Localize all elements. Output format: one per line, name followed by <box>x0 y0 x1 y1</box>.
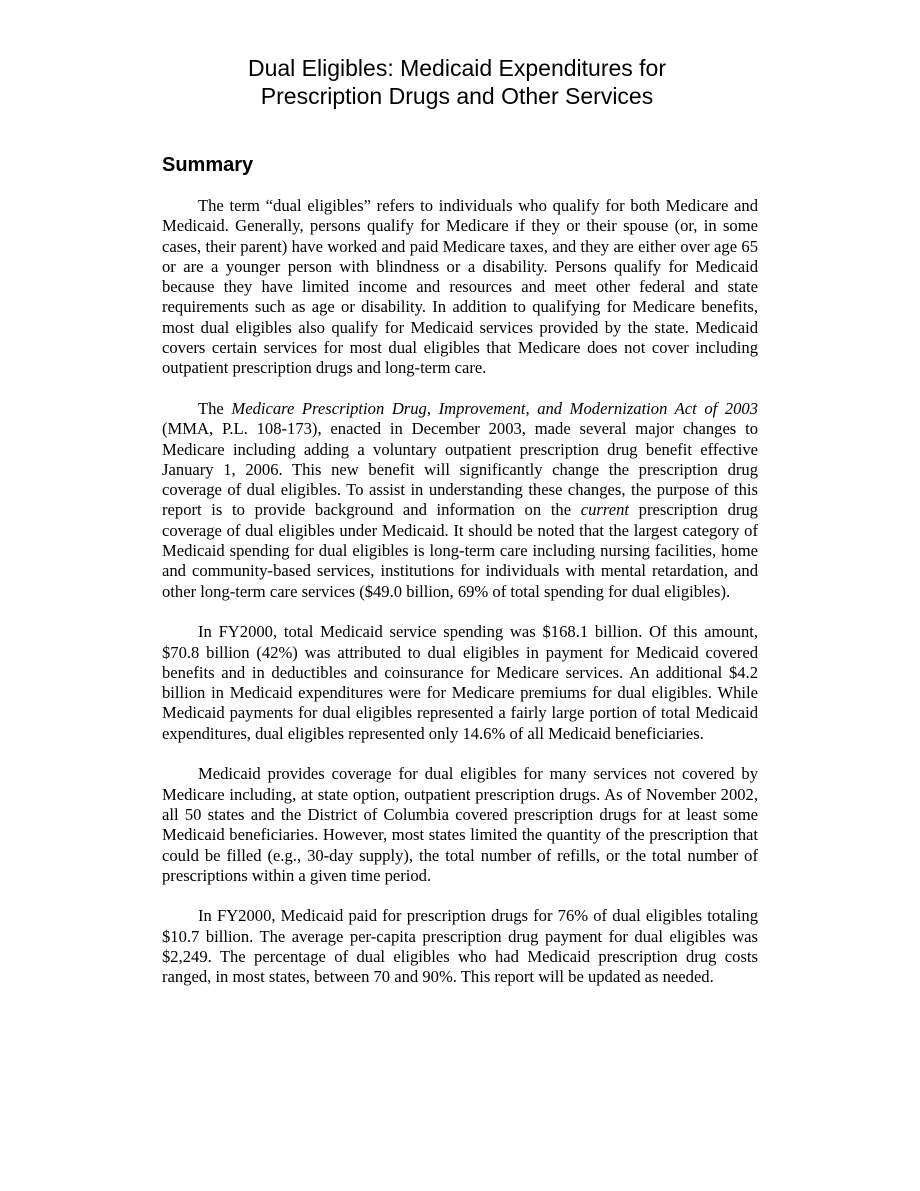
act-name: Medicare Prescription Drug, Improvement, and Modernization Act of 2003 <box>231 398 758 418</box>
emphasis-current: current <box>580 500 629 520</box>
report-title <box>156 54 758 110</box>
summary-heading: Summary <box>162 154 254 176</box>
report-title-line-2: Prescription Drugs and Other Services <box>260 83 654 109</box>
summary-paragraph-3: In FY2000, total Medicaid service spending was $168.1 billion. Of this amount, $70.8 billion (42%) was attributed to dual eligibles in payment for Medicaid covered benefits and in deductibles and coinsurance for Medicare services. An additional $4.2 billion in Medicaid expenditures were for Medicare premiums for dual eligibles. While Medicaid payments for dual eligibles represented a fairly large portion of total Medicaid expenditures, dual eligibles represented only 14.6% of all Medicaid beneficiaries. <box>162 622 758 743</box>
summary-paragraph-5: In FY2000, Medicaid paid for prescription drugs for 76% of dual eligibles totaling $10.7 billion. The average per-capita prescription drug payment for dual eligibles was $2,249. The percentage of dual eligibles who had Medicaid prescription drug costs ranged, in most states, between 70 and 90%. This report will be updated as needed. <box>162 906 758 987</box>
summary-paragraph-4: Medicaid provides coverage for dual eligibles for many services not covered by Medicare including, at state option, outpatient prescription drugs. As of November 2002, all 50 states and the District of Columbia covered prescription drugs for at least some Medicaid beneficiaries. However, most states limited the quantity of the prescription that could be filled (e.g., 30-day supply), the total number of refills, or the total number of prescriptions within a given time period. <box>162 764 758 885</box>
report-page <box>162 54 758 988</box>
paragraph-2-middle: (MMA, P.L. 108-173), enacted in December 2003, made several major changes to Medicare including adding a voluntary outpatient prescription drug benefit effective January 1, 2006. This new benefit will significantly change the prescription drug coverage of dual eligibles. To assist in understanding these changes, the purpose of this report is to provide background and information on the <box>162 419 758 520</box>
report-title-line-1: Dual Eligibles: Medicaid Expenditures for <box>247 55 667 81</box>
summary-paragraph-1: The term “dual eligibles” refers to individuals who qualify for both Medicare and Medicaid. Generally, persons qualify for Medicare if they or their spouse (or, in some cases, their parent) have worked and paid Medicare taxes, and they are either over age 65 or are a younger person with blindness or a disability. Persons qualify for Medicaid because they have limited income and resources and meet other federal and state requirements such as age or disability. In addition to qualifying for Medicare benefits, most dual eligibles also qualify for Medicaid services provided by the state. Medicaid covers certain services for most dual eligibles that Medicare does not cover including outpatient prescription drugs and long-term care. <box>162 196 758 378</box>
paragraph-2-tail: prescription drug coverage of dual eligibles under Medicaid. It should be noted that the largest category of Medicaid spending for dual eligibles is long-term care including nursing facilities, home and community-based services, institutions for individuals with mental retardation, and other long-term care services ($49.0 billion, 69% of total spending for dual eligibles). <box>162 500 758 601</box>
summary-paragraph-2 <box>162 399 758 602</box>
paragraph-2-lead: The <box>198 398 232 418</box>
